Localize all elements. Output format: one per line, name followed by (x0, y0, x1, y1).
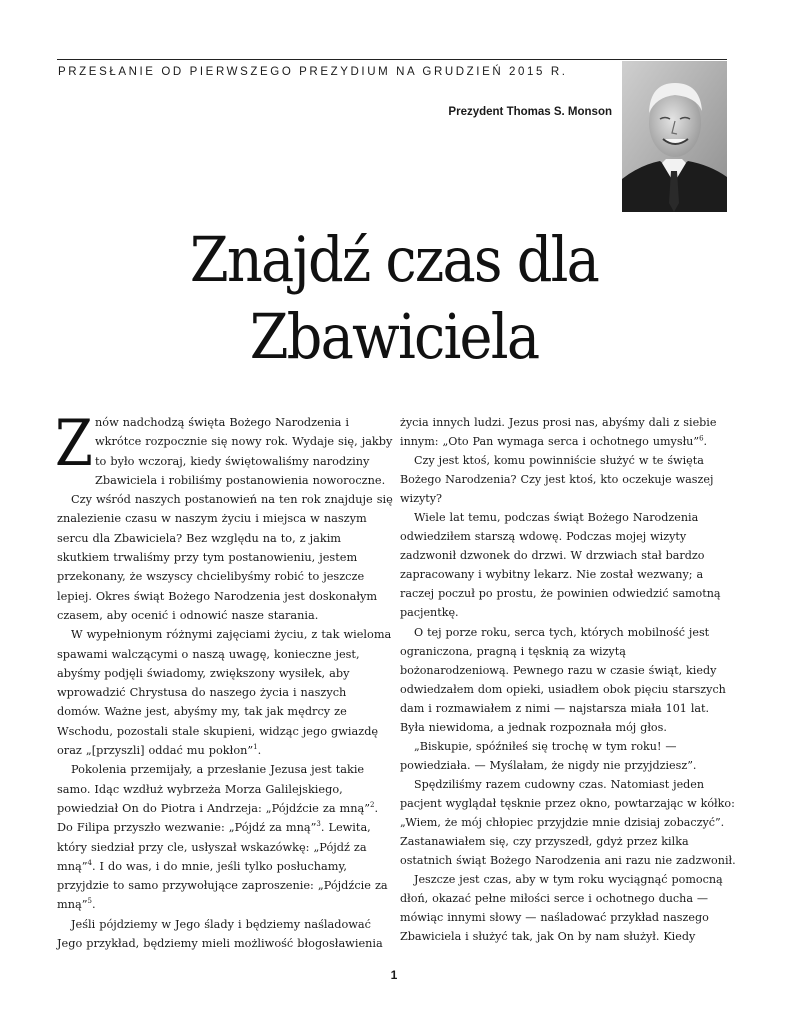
paragraph-text: W wypełnionym różnymi zajęciami życiu, z tak wieloma spawami walczącymi o naszą uwagę, konieczne jest, abyśmy podjęli świadomy, zwiększony wysiłek, aby wprowadzić Chrystusa do naszego życia i naszych domów. Ważne jest, abyśmy my, tak jak mędrcy ze Wschodu, pozostali stale skupieni, widząc jego gwiazdę oraz „[przyszli] oddać mu pokłon” (57, 628, 392, 758)
paragraph (55, 407, 393, 490)
paragraph-text: . Lewita, który siedział przy cle, usłyszał wskazówkę: „Pójdź za mną” (57, 821, 371, 873)
paragraph-text: Jeśli pójdziemy w Jego ślady i będziemy naśladować Jego przykład, będziemy mieli możliwość błogosławienia (57, 917, 383, 951)
paragraph-text: . (257, 744, 262, 758)
title-line-2: Zbawiciela (249, 299, 539, 373)
paragraph (400, 775, 736, 870)
paragraph-text: Czy jest ktoś, komu powinniście służyć w te święta Bożego Narodzenia? Czy jest ktoś, kto oczekuje waszej wizyty? (400, 454, 714, 506)
author-byline: Prezydent Thomas S. Monson (448, 106, 612, 118)
paragraph-text: Spędziliśmy razem cudowny czas. Natomiast jeden pacjent wyglądał tęsknie przez okno, powtarzając w kółko: „Wiem, że mój chłopiec przyjdzie mnie dzisiaj zobaczyć”. Zastanawiałem się, czy przyszedł, gdyż przez kilka ostatnich świąt Bożego Narodzenia ani razu nie zadzwonił. (400, 777, 736, 868)
section-kicker: PRZESŁANIE OD PIERWSZEGO PREZYDIUM NA GRUDZIEŃ 2015 R. (58, 66, 568, 78)
paragraph-text: nów nadchodzą święta Bożego Narodzenia i wkrótce rozpocznie się nowy rok. Wydaje się, jakby to było wczoraj, kiedy świętowaliśmy narodziny Zbawiciela i robiliśmy postanowienia noworoczne. (95, 416, 393, 487)
paragraph-text: Czy wśród naszych postanowień na ten rok znajduje się znalezienie czasu w naszym życiu i miejsca w naszym sercu dla Zbawiciela? Bez względu na to, z jakim skutkiem trwaliśmy przy tym postanowieniu, jestem przekonany, że wszyscy chcielibyśmy robić to jeszcze lepiej. Okres świąt Bożego Narodzenia jest doskonałym czasem, aby ocenić i odnowić nasze starania. (57, 493, 393, 622)
paragraph (57, 625, 393, 760)
paragraph (400, 623, 736, 737)
drop-cap: Z (55, 407, 93, 481)
paragraph-text: . Do Filipa przyszło wezwanie: „Pójdź za mną” (57, 801, 379, 835)
paragraph-text: „Biskupie, spóźniłeś się trochę w tym roku! — powiedziała. — Myślałam, że nigdy nie przyjdziesz”. (400, 739, 697, 772)
paragraph (400, 451, 736, 508)
paragraph-text: Pokolenia przemijały, a przesłanie Jezusa jest takie samo. Idąc wzdłuż wybrzeża Morza Galilejskiego, powiedział On do Piotra i Andrzeja: „Pójdźcie za mną” (57, 763, 371, 815)
page-number: 1 (390, 968, 398, 982)
header-rule (57, 59, 727, 60)
footnote-ref: 4 (87, 859, 92, 868)
paragraph-text: O tej porze roku, serca tych, których mobilność jest ograniczona, pragną i tęsknią za wizytą bożonarodzeniową. Pewnego razu w czasie świąt, kiedy odwiedzałem dom opieki, usiadłem obok pięciu starszych dam i rozmawiałem z nimi — najstarsza miała 101 lat. Była niewidoma, a jednak rozpoznała mój głos. (400, 625, 726, 734)
paragraph (57, 915, 393, 954)
paragraph-text: . I do was, i do mnie, jeśli tylko posłuchamy, przyjdzie to samo przywołujące zaproszenie: „Pójdźcie za mną” (57, 859, 388, 912)
paragraph-text: życia innych ludzi. Jezus prosi nas, abyśmy dali z siebie innym: „Oto Pan wymaga serca i ochotnego umysłu” (400, 416, 717, 449)
paragraph-text: . (91, 898, 96, 912)
paragraph (57, 490, 393, 625)
title-line-1: Znajdź czas dla (189, 223, 599, 296)
article-title (39, 222, 748, 376)
portrait-photo (622, 61, 727, 212)
body-column-left (55, 407, 393, 953)
paragraph (400, 413, 736, 451)
footnote-ref: 1 (253, 743, 258, 752)
footnote-ref: 6 (699, 434, 704, 443)
paragraph-text: . (703, 435, 708, 449)
paragraph (57, 760, 393, 914)
paragraph (400, 737, 736, 775)
footnote-ref: 3 (316, 820, 321, 829)
paragraph (400, 508, 736, 622)
paragraph (400, 870, 736, 946)
author-portrait (622, 61, 727, 212)
paragraph-text: Wiele lat temu, podczas świąt Bożego Narodzenia odwiedziłem starszą wdowę. Podczas mojej wizyty zadzwonił dzwonek do drzwi. W drzwiach stał bardzo zapracowany i wybitny lekarz. Nie został wezwany; a raczej poczuł po prostu, że powinien odwiedzić samotną pacjentkę. (400, 511, 721, 620)
footnote-ref: 2 (370, 801, 375, 810)
body-column-right (400, 413, 736, 946)
footnote-ref: 5 (87, 897, 92, 906)
paragraph-text: Jeszcze jest czas, aby w tym roku wyciągnąć pomocną dłoń, okazać pełne miłości serce i ochotnego ducha — mówiąc innymi słowy — naśladować przykład naszego Zbawiciela i służyć tak, jak On by nam służył. Kiedy (400, 873, 723, 944)
